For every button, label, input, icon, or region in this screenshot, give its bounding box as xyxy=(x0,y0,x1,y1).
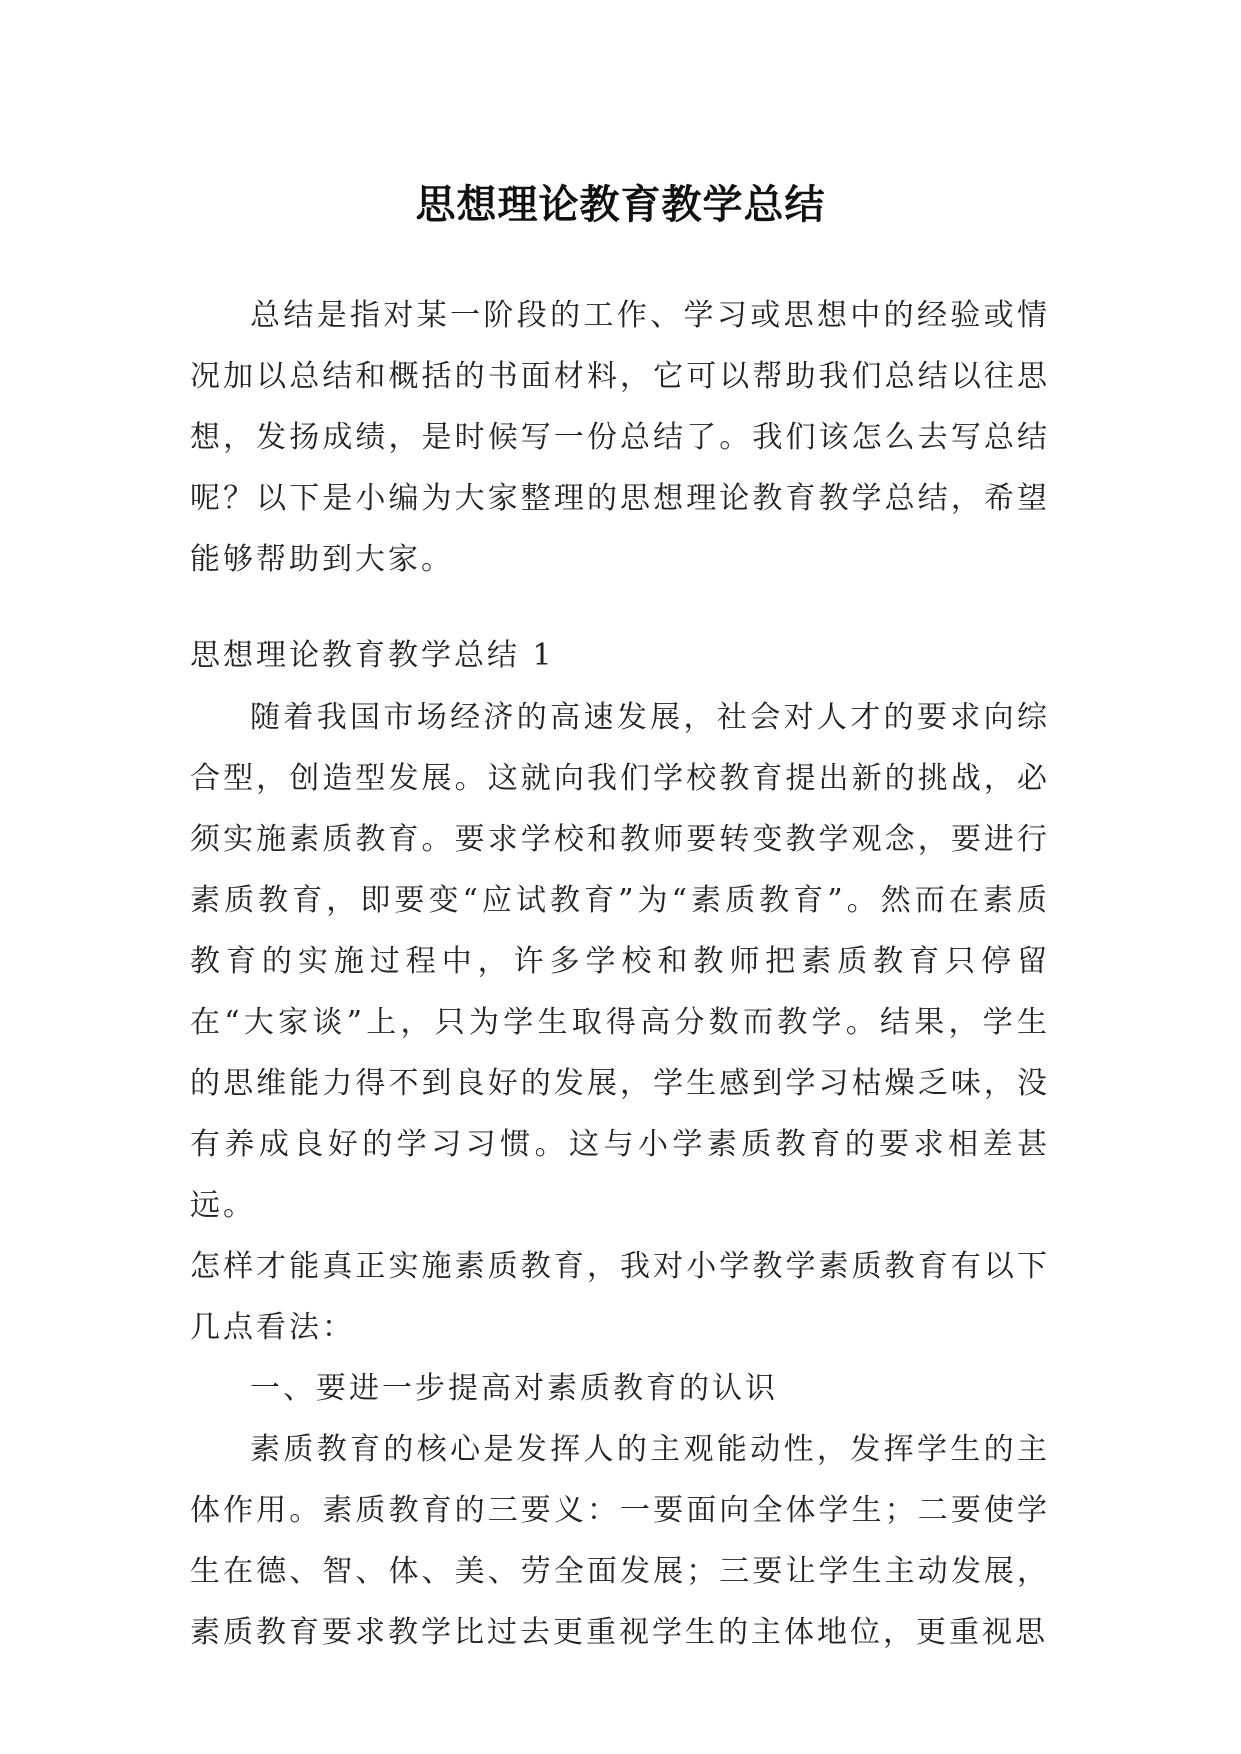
subsection-heading: 一、要进一步提高对素质教育的认识 xyxy=(250,1371,778,1406)
body-paragraph: 随着我国市场经济的高速发展，社会对人才的要求向综合型，创造型发展。这就向我们学校教育提出新的挑战，必须实施素质教育。要求学校和教师要转变教学观念，要进行素质教育，即要变“应试教育”为“素质教育”。然而在素质教育的实施过程中，许多学校和教师把素质教育只停留在“大家谈”上，只为学生取得高分数而教学。结果，学生的思维能力得不到良好的发展，学生感到学习枯燥乏味，没有养成良好的学习习惯。这与小学素质教育的要求相差甚远。 xyxy=(190,700,1050,1223)
document-title: 思想理论教育教学总结 xyxy=(415,181,826,228)
intro-section xyxy=(190,285,1050,590)
body-paragraph: 素质教育的核心是发挥人的主观能动性，发挥学生的主体作用。素质教育的三要义：一要面向全体学生；二要使学生在德、智、体、美、劳全面发展；三要让学生主动发展，素质教育要求教学比过去更重视学生的主体地位，更重视思 xyxy=(190,1432,1050,1650)
section-body xyxy=(190,687,1050,1663)
body-paragraph: 怎样才能真正实施素质教育，我对小学教学素质教育有以下几点看法： xyxy=(190,1249,1050,1345)
section-heading: 思想理论教育教学总结 1 xyxy=(190,638,555,673)
intro-paragraph: 总结是指对某一阶段的工作、学习或思想中的经验或情况加以总结和概括的书面材料，它可以帮助我们总结以往思想，发扬成绩，是时候写一份总结了。我们该怎么去写总结呢？以下是小编为大家整理的思想理论教育教学总结，希望能够帮助到大家。 xyxy=(190,298,1050,577)
